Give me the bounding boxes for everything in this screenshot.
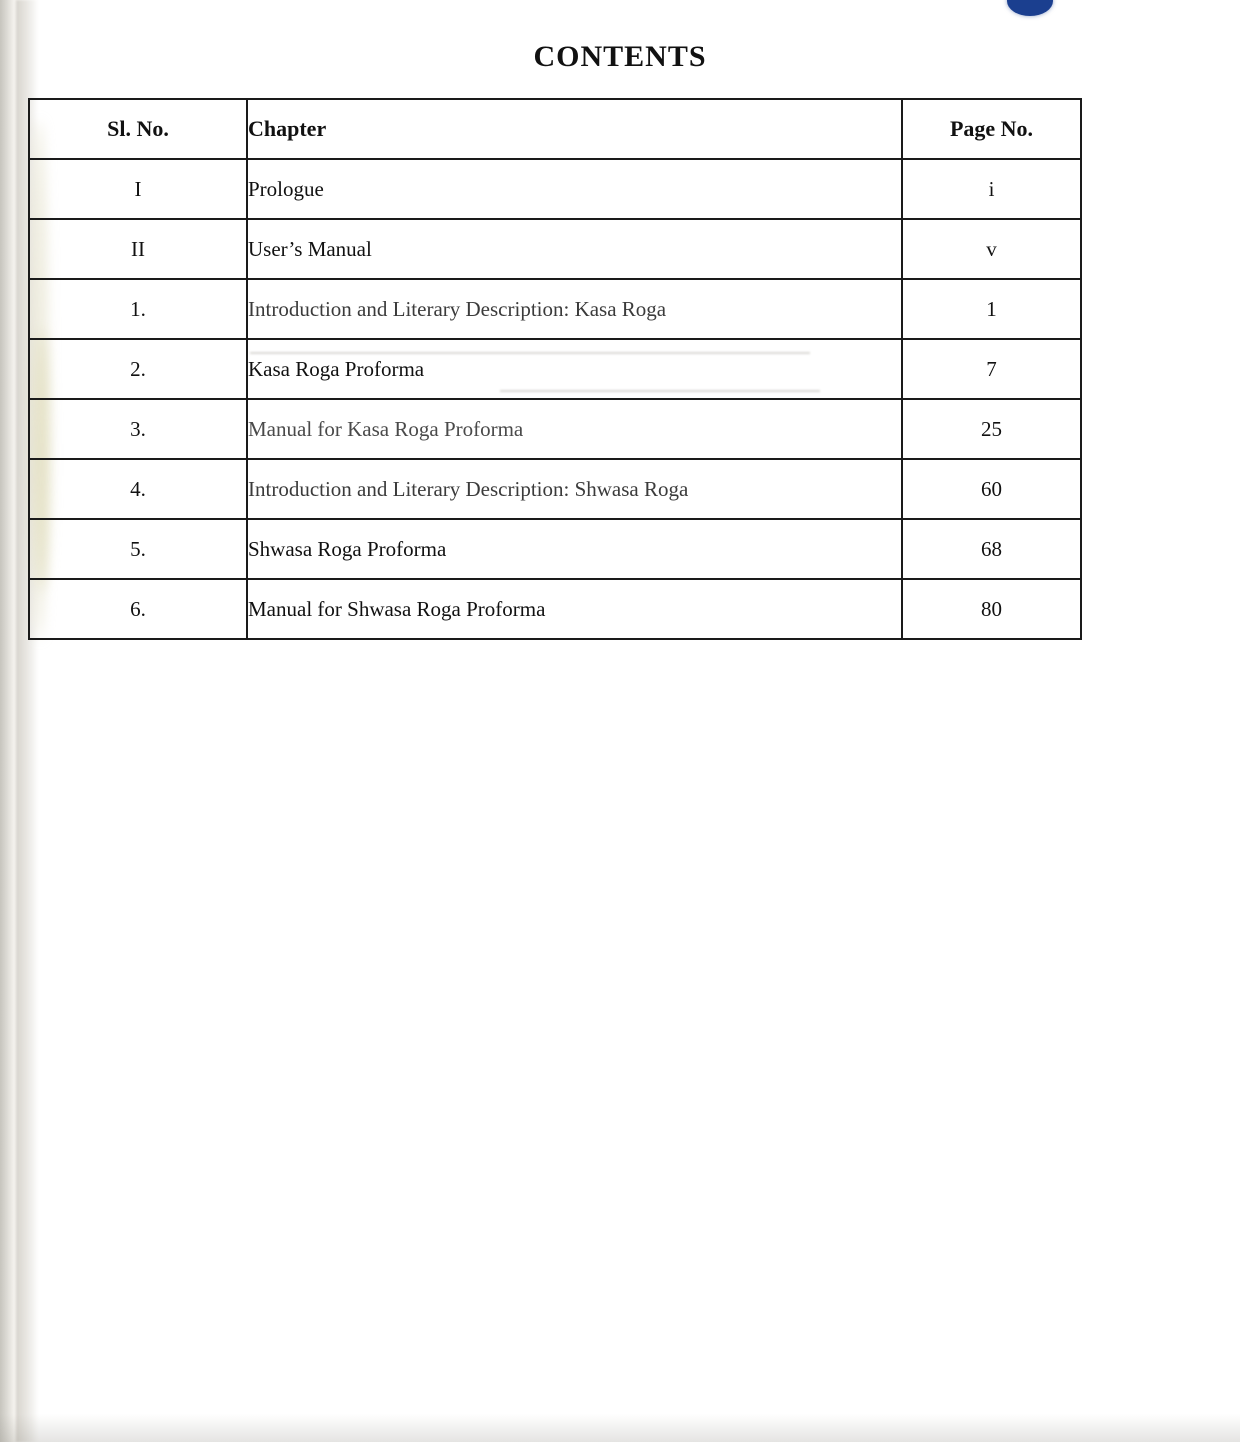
table-row <box>29 279 1081 339</box>
table-row <box>29 579 1081 639</box>
row-sl-no: II <box>29 219 247 279</box>
row-sl-no: 4. <box>29 459 247 519</box>
row-sl-no: 5. <box>29 519 247 579</box>
row-page-no: v <box>902 219 1081 279</box>
table-row <box>29 399 1081 459</box>
row-sl-no: 2. <box>29 339 247 399</box>
row-page-no: i <box>902 159 1081 219</box>
row-chapter: Introduction and Literary Description: Kasa Roga <box>247 279 902 339</box>
row-chapter: Introduction and Literary Description: Shwasa Roga <box>247 459 902 519</box>
table-row <box>29 459 1081 519</box>
table-row <box>29 519 1081 579</box>
row-sl-no: 3. <box>29 399 247 459</box>
table-of-contents <box>28 98 1080 640</box>
row-page-no: 7 <box>902 339 1081 399</box>
table-header-row <box>29 99 1081 159</box>
row-chapter: Manual for Kasa Roga Proforma <box>247 399 902 459</box>
column-header-chapter: Chapter <box>247 99 902 159</box>
row-sl-no: I <box>29 159 247 219</box>
row-sl-no: 6. <box>29 579 247 639</box>
column-header-sl-no: Sl. No. <box>29 99 247 159</box>
row-page-no: 68 <box>902 519 1081 579</box>
table-row <box>29 219 1081 279</box>
column-header-page-no: Page No. <box>902 99 1081 159</box>
contents-table <box>28 98 1082 640</box>
row-chapter: Manual for Shwasa Roga Proforma <box>247 579 902 639</box>
table-row <box>29 339 1081 399</box>
row-page-no: 25 <box>902 399 1081 459</box>
table-row <box>29 159 1081 219</box>
page-title: CONTENTS <box>533 40 707 73</box>
row-chapter: Shwasa Roga Proforma <box>247 519 902 579</box>
row-page-no: 60 <box>902 459 1081 519</box>
row-sl-no: 1. <box>29 279 247 339</box>
row-page-no: 80 <box>902 579 1081 639</box>
row-page-no: 1 <box>902 279 1081 339</box>
row-chapter: Kasa Roga Proforma <box>247 339 902 399</box>
row-chapter: Prologue <box>247 159 902 219</box>
row-chapter: User’s Manual <box>247 219 902 279</box>
